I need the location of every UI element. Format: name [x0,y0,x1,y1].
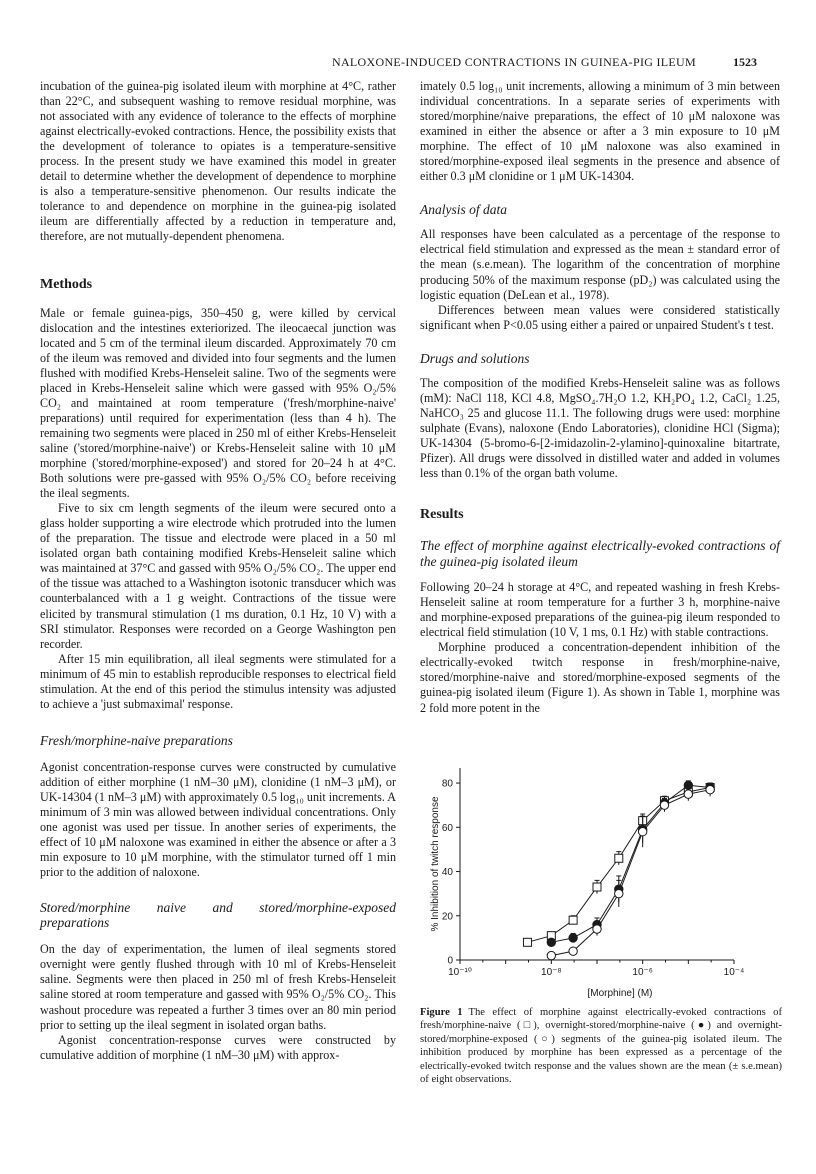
x-tick-label: 10⁻⁴ [723,967,745,978]
analysis-paragraph-1: All responses have been calculated as a percentage of the response to electrical field stimulation and expressed as the mean ± standard error of the mean (s.e.mean). The logarithm of the concentration of morphine producing 50% of the maximum response (pD₂) was calculated using the logistic equation (DeLean et al., 1978). [420,227,780,302]
results-paragraph-2: Morphine produced a concentration-dependent inhibition of the electrically-evoked twitch response in fresh/morphine-naive, stored/morphine-naive and stored/morphine-exposed segments of the guinea-pig isolated ileum (Figure 1). As shown in Table 1, morphine was 2 fold more potent in the [420,640,780,715]
methods-paragraph-3: After 15 min equilibration, all ileal segments were stimulated for a minimum of 45 min to establish reproducible responses to electrical field stimulation. At the end of this period the stimulus intensity was adjusted to achieve a 'just submaximal' response. [40,651,396,711]
left-column [40,79,396,1063]
series-line-3 [551,790,710,956]
y-tick-label: 0 [447,955,453,967]
x-axis-label: [Morphine] (M) [587,988,653,999]
y-axis-label: % Inhibition of twitch response [430,796,441,932]
page-header [0,55,816,75]
stored-paragraph-2: Agonist concentration-response curves were constructed by cumulative addition of morphine (1 nM–30 μM) with approx- [40,1032,396,1062]
data-point-square [615,854,623,862]
continued-paragraph: imately 0.5 log₁₀ unit increments, allowing a minimum of 3 min between individual concentrations. In a separate series of experiments with stored/morphine/naive preparations, the effect of 10 μM naloxone was examined in either the absence or after a 3 min exposure to 10 μM morphine. The effect of 10 μM naloxone was also examined in stored/morphine-exposed ileal segments in the presence and absence of either 0.3 μM clonidine or 1 μM UK-14304. [420,79,780,184]
figure-caption [420,1006,782,1086]
y-tick-label: 20 [441,911,453,923]
fresh-paragraph: Agonist concentration-response curves were constructed by cumulative addition of either morphine (1 nM–30 μM), clonidine (1 nM–3 μM), or UK-14304 (1 nM–3 μM) with approximately 0.5 log₁₀ unit increments. A minimum of 3 min was allowed between individual concentrations. Only one agonist was used per tissue. In another series of experiments, the effect of 10 μM naloxone was examined in either the absence or after a 3 min exposure to 10 μM morphine, with the stimulator turned off 1 min prior to the addition of naloxone. [40,759,396,880]
data-point-square [593,883,601,891]
data-point-filled-circle [569,934,577,942]
data-point-open-circle [547,951,555,959]
x-tick-label: 10⁻⁸ [541,967,562,978]
data-point-open-circle [660,801,668,809]
morphine-inhibition-chart [420,760,800,1002]
morphine-effect-heading: The effect of morphine against electrically-evoked contractions of the guinea-pig isolated ileum [420,538,780,570]
figure-caption-text: The effect of morphine against electrically-evoked contractions of fresh/morphine-naive (□), overnight-stored/morphine-naive (●) and overnight-stored/morphine-exposed (○) segments of the guinea-pig isolated ileum. The inhibition produced by morphine has been expressed as a percentage of the electrically-evoked twitch response and the values shown are the mean (± s.e.mean) of eight observations. [420,1007,783,1086]
drugs-heading: Drugs and solutions [420,350,530,366]
data-point-open-circle [593,925,601,933]
figure-label: Figure 1 [420,1007,463,1018]
stored-paragraph-1: On the day of experimentation, the lumen of ileal segments stored overnight were gently flushed through with 10 ml of Krebs-Henseleit saline. Segments were then placed in 250 ml of fresh Krebs-Henseleit saline stored at room temperature and gassed with 95% O₂/5% CO₂. This washout procedure was repeated a further 3 times over an 80 min period prior to setting up the ileal segment in isolated organ baths. [40,942,396,1032]
x-tick-label: 10⁻¹⁰ [448,967,472,978]
x-tick-label: 10⁻⁶ [632,967,653,978]
results-paragraph-1: Following 20–24 h storage at 4°C, and repeated washing in fresh Krebs-Henseleit saline at room temperature for a further 3 h, morphine-naive and morphine-exposed preparations of the guinea-pig ileum responded to electrical field stimulation (10 V, 1 ms, 0.1 Hz) with stable contractions. [420,580,780,640]
methods-paragraph-1: Male or female guinea-pigs, 350–450 g, were killed by cervical dislocation and the intestines exteriorized. The ileocaecal junction was located and 5 cm of the terminal ileum discarded. Approximately 70 cm of the ileum was removed and divided into four segments and the lumen flushed with modified Krebs-Henseleit saline. Two of the segments were placed in Krebs-Henseleit saline which were gassed with 95% O₂/5% CO₂ and maintained at room temperature ('fresh/morphine-naive' preparations) until required for experimentation (less than 4 h). The remaining two segments were placed in 250 ml of either Krebs-Henseleit saline ('stored/morphine-naive') or Krebs-Henseleit saline with 10 μM morphine ('stored/morphine-exposed') and stored for 20–24 h at 4°C. Both solutions were pre-gassed with 95% O₂/5% CO₂ before receiving the ileal segments. [40,305,396,501]
stored-preparations-heading: Stored/morphine naive and stored/morphine-exposed preparations [40,900,396,931]
right-column [420,79,780,716]
intro-paragraph: incubation of the guinea-pig isolated ileum with morphine at 4°C, rather than 22°C, and subsequent washing to remove residual morphine, was not associated with any evidence of tolerance to the effects of morphine against electrically-evoked contractions. Hence, the possibility exists that the development of tolerance to opiates is a temperature-sensitive process. In the present study we have examined this model in greater detail to determine whether the development of dependence to morphine is also a temperature-sensitive phenomenon. Our results indicate the tolerance to and dependence on morphine in the guinea-pig isolated ileum are differentially affected by a reduction in temperature and, therefore, are not mutually-dependent phenomena. [40,79,396,244]
series-line-1 [527,787,710,942]
methods-heading: Methods [40,276,93,292]
y-tick-label: 60 [441,822,453,834]
fresh-preparations-heading: Fresh/morphine-naive preparations [40,732,233,748]
data-point-open-circle [684,790,692,798]
data-point-square [523,938,531,946]
figure-1 [420,760,800,1002]
data-point-filled-circle [547,938,555,946]
methods-paragraph-2: Five to six cm length segments of the ileum were secured onto a glass holder supporting a wire electrode which protruded into the lumen of the preparation. The tissue and electrode were placed in a 50 ml isolated organ bath containing modified Krebs-Henseleit saline which was maintained at 37°C and gassed with 95% O₂/5% CO₂. The upper end of the tissue was attached to a Washington isotonic transducer which was counterbalanced with a 1 g weight. Contractions of the tissue were elicited by transmural stimulation (1 ms duration, 0.1 Hz, 10 V) with a SRI stimulator. Responses were recorded on a George Washington pen recorder. [40,501,396,651]
data-point-open-circle [615,889,623,897]
data-point-open-circle [569,947,577,955]
y-tick-label: 40 [441,867,453,879]
analysis-paragraph-2: Differences between mean values were considered statistically significant when P<0.05 using either a paired or unpaired Student's t test. [420,302,780,332]
page-number: 1523 [733,55,757,69]
data-point-square [569,916,577,924]
analysis-heading: Analysis of data [420,202,507,218]
results-heading: Results [420,507,464,523]
drugs-paragraph: The composition of the modified Krebs-Henseleit saline was as follows (mM): NaCl 118, KCl 4.8, MgSO₄.7H₂O 1.2, KH₂PO₄ 1.2, CaCl₂ 1.25, NaHCO₃ 25 and glucose 11.1. The following drugs were used: morphine sulphate (Evans), naloxone (Endo Laboratories), clonidine HCl (Sigma); UK-14304 (5-bromo-6-[2-imidazolin-2-ylamino]-quinoxaline bitartrate, Pfizer). All drugs were dissolved in distilled water and added in volumes less than 0.1% of the organ bath volume. [420,375,780,481]
y-tick-label: 80 [441,778,453,790]
data-point-open-circle [638,828,646,836]
running-title: NALOXONE-INDUCED CONTRACTIONS IN GUINEA-PIG ILEUM [332,55,696,69]
data-point-open-circle [706,785,714,793]
